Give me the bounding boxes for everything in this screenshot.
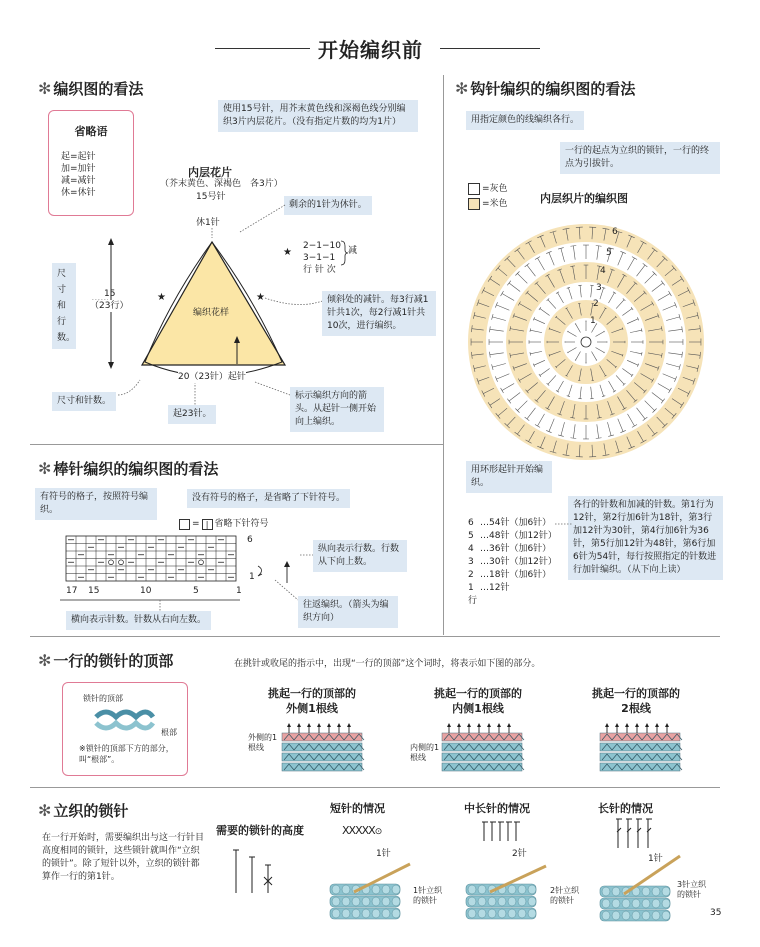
chain-root-label: 根部 — [161, 728, 177, 737]
photo-stitch — [662, 899, 670, 908]
photo-stitch — [392, 885, 400, 894]
photo-stitch — [528, 885, 536, 894]
size-value: 15 — [104, 289, 116, 299]
dec-suffix: 减 — [348, 246, 358, 256]
photo-stitch — [528, 909, 536, 918]
row-count-item: 1 …12针 — [468, 583, 510, 593]
photo-stitch — [602, 899, 610, 908]
photo-stitch — [488, 909, 496, 918]
method-outer-title: 挑起一行的顶部的 外侧1根线 — [268, 687, 356, 715]
note-size-rows: 尺寸和行数。 — [52, 263, 76, 349]
chain-top-label: 锁针的顶部 — [83, 694, 123, 703]
section-title-chain-top: ✻ 一行的锁针的顶部 — [38, 651, 174, 670]
size-rows: （23行） — [90, 301, 129, 311]
knit-leaders — [160, 555, 315, 613]
row-count-item: 2 …18针（加6针） — [468, 570, 552, 580]
back-forth-arrow — [258, 566, 262, 576]
double-stitch-mark: 1针 — [648, 854, 663, 864]
photo-stitch — [488, 897, 496, 906]
photo-stitch — [362, 897, 370, 906]
photo-stitch — [498, 909, 506, 918]
outer-thread-label: 外侧的1根线 — [248, 733, 278, 752]
section-title-knit-chart: ✻ 棒针编织的编织图的看法 — [38, 459, 219, 478]
legend-label: =灰色 — [482, 184, 508, 194]
star-left: ★ — [157, 292, 166, 303]
photo-stitch — [632, 911, 640, 920]
photo-stitch — [382, 909, 390, 918]
photo-stitch — [652, 899, 660, 908]
omit-legend: = | 省略下针符号 — [179, 518, 269, 530]
photo-stitch — [352, 909, 360, 918]
note-needle-size: 使用15号针，用芥末黄色线和深褐色线分别编织3片内层花片。（没有指定片数的均为1片） — [218, 100, 418, 132]
photo-stitch — [508, 897, 516, 906]
section-title-crochet-chart: ✻ 钩针编织的编织图的看法 — [455, 79, 636, 98]
photo-stitch — [372, 909, 380, 918]
knit-cell-icon: | — [202, 519, 213, 530]
section-title-chart-reading: ✻ 编织图的看法 — [38, 79, 144, 98]
grid-col-5: 5 — [193, 586, 199, 596]
crochet-chart-title: 内层织片的编织图 — [540, 192, 628, 205]
row-count-item: 5 …48针（加12针） — [468, 531, 557, 541]
photo-stitch — [602, 887, 610, 896]
double-stitch-title: 长针的情况 — [598, 802, 653, 815]
photo-stitch — [528, 897, 536, 906]
photo-stitch — [602, 911, 610, 920]
short-stitch-photo — [324, 860, 412, 922]
dec-line-1: 2−1−10 — [303, 241, 341, 251]
short-stitch-mark: 1针 — [376, 849, 391, 859]
page-number: 35 — [710, 908, 722, 918]
rest-stitch-label: 休1针 — [196, 218, 220, 228]
dec-star: ★ — [283, 247, 292, 258]
inner-thread-label: 内侧的1根线 — [410, 743, 440, 762]
photo-stitch — [508, 909, 516, 918]
photo-stitch — [508, 885, 516, 894]
cast-on-label: 20（23针）起针 — [178, 372, 246, 382]
double-stitch-symbols — [614, 814, 664, 850]
abbr-line: 起=起针 — [61, 152, 96, 162]
photo-stitch — [612, 899, 620, 908]
photo-stitch — [518, 909, 526, 918]
chain-top-intro: 在挑针或收尾的指示中，出现“一行的顶部”这个词时，将表示如下图的部分。 — [234, 659, 541, 669]
star-right: ★ — [256, 292, 265, 303]
note-color-rows: 用指定颜色的线编织各行。 — [466, 111, 584, 130]
grid-col-15: 15 — [88, 586, 100, 596]
photo-stitch — [468, 909, 476, 918]
half-double-mark: 2针 — [512, 849, 527, 859]
photo-stitch — [342, 885, 350, 894]
note-omitted-symbol: 没有符号的格子，是省略了下针符号。 — [187, 489, 350, 508]
half-double-title: 中长针的情况 — [464, 802, 530, 815]
double-photo-label: 3针立织的锁针 — [677, 880, 707, 899]
short-stitch-symbols: XXXXX⊙ — [342, 824, 382, 837]
grid-col-10: 10 — [140, 586, 152, 596]
photo-stitch — [642, 899, 650, 908]
chain-height-diagram — [228, 845, 288, 895]
photo-stitch — [342, 897, 350, 906]
note-back-and-forth: 往返编织。（箭头为编织方向） — [298, 596, 398, 628]
photo-stitch — [612, 911, 620, 920]
swatch-outer — [280, 725, 364, 775]
grid-row-label-6: 6 — [247, 535, 253, 545]
abbr-line: 休=休针 — [61, 188, 96, 198]
ring-mark-1: 1 — [590, 316, 596, 326]
photo-stitch — [478, 885, 486, 894]
half-double-symbols — [480, 817, 530, 845]
half-double-photo-label: 2针立织的锁针 — [550, 886, 580, 905]
row-direction-arrow-head — [284, 561, 290, 567]
piece-subtitle: （芥末黄色、深褐色 各3片） — [160, 179, 283, 189]
note-row-direction: 纵向表示行数。行数从下向上数。 — [313, 540, 407, 572]
grid-row-label-1: 1 — [249, 572, 255, 582]
photo-stitch — [662, 911, 670, 920]
dec-line-3: 行 针 次 — [303, 265, 336, 275]
swatch-both — [598, 725, 682, 775]
note-magic-ring: 用环形起针开始编织。 — [466, 461, 552, 493]
row-footer: 行 — [468, 596, 478, 606]
double-stitch-photo — [594, 852, 674, 924]
pattern-label: 编织花样 — [193, 308, 230, 318]
method-both-title: 挑起一行的顶部的 2根线 — [592, 687, 680, 715]
photo-stitch — [372, 897, 380, 906]
ring-mark-6: 6 — [612, 227, 618, 237]
row-count-item: 3 …30针（加12针） — [468, 557, 557, 567]
photo-stitch — [372, 885, 380, 894]
swatch-inner — [440, 725, 524, 775]
omit-label: 省略下针符号 — [214, 519, 269, 529]
ring-mark-4: 4 — [600, 266, 606, 276]
photo-stitch — [652, 911, 660, 920]
photo-stitch — [642, 887, 650, 896]
ring-mark-2: 2 — [593, 299, 599, 309]
dec-line-2: 3−1−1 — [303, 253, 336, 263]
ring-mark-3: 3 — [596, 283, 602, 293]
photo-stitch — [662, 887, 670, 896]
photo-stitch — [632, 899, 640, 908]
abbr-line: 加=加针 — [61, 164, 96, 174]
page-title: 开始编织前 — [318, 38, 423, 62]
row-count-item: 6 …54针（加6针） — [468, 518, 552, 528]
legend-label: =米色 — [482, 199, 508, 209]
chain-height-title: 需要的锁针的高度 — [216, 824, 304, 837]
photo-stitch — [392, 909, 400, 918]
note-direction-arrow: 标示编织方向的箭头。从起针一侧开始向上编织。 — [290, 387, 384, 432]
photo-stitch — [642, 911, 650, 920]
photo-stitch — [362, 909, 370, 918]
photo-stitch — [612, 887, 620, 896]
ring-mark-5: 5 — [606, 248, 612, 258]
note-cast-on: 起23针。 — [168, 405, 216, 424]
photo-stitch — [518, 897, 526, 906]
piece-title: 内层花片 — [188, 166, 232, 179]
abbreviation-title: 省略语 — [74, 125, 108, 138]
note-row-counts: 各行的针数和加减的针数。第1行为12针，第2行加6针为18针，第3行加12针为30针，第4行加6针为36针，第5行加12针为48针，第6行加6针为54针，每行按照指定的针数进行加针编织。（从下向上读） — [568, 496, 723, 580]
photo-stitch — [478, 909, 486, 918]
photo-stitch — [352, 897, 360, 906]
row-count-item: 4 …36针（加6针） — [468, 544, 552, 554]
note-rest-stitch: 剩余的1针为休针。 — [284, 196, 372, 215]
note-chain-start: 一行的起点为立织的锁针，一行的终点为引拔针。 — [560, 142, 720, 174]
section-title-turning-chain: ✻ 立织的锁针 — [38, 801, 129, 820]
photo-stitch — [392, 897, 400, 906]
photo-stitch — [382, 897, 390, 906]
turning-chain-body: 在一行开始时，需要编织出与这一行针目高度相同的锁针，这些锁针就叫作“立织的锁针”。除了短针以外，立织的锁针都算作一行的第1针。 — [42, 833, 205, 882]
piece-needle: 15号针 — [196, 192, 226, 202]
note-decrease: 倾斜处的减针。每3行减1针共1次，每2行减1针共10次，进行编织。 — [322, 291, 436, 336]
chain-illustration — [91, 705, 161, 735]
short-photo-label: 1针立织的锁针 — [413, 886, 443, 905]
photo-stitch — [622, 899, 630, 908]
photo-stitch — [652, 887, 660, 896]
short-stitch-title: 短针的情况 — [330, 802, 385, 815]
photo-stitch — [518, 885, 526, 894]
photo-stitch — [478, 897, 486, 906]
grid-col-17: 17 — [66, 586, 78, 596]
method-inner-title: 挑起一行的顶部的 内侧1根线 — [434, 687, 522, 715]
grid-col-1: 1 — [236, 586, 242, 596]
photo-stitch — [332, 897, 340, 906]
photo-stitch — [332, 885, 340, 894]
photo-stitch — [468, 897, 476, 906]
photo-stitch — [332, 909, 340, 918]
chain-top-box — [62, 682, 188, 776]
photo-stitch — [468, 885, 476, 894]
note-symbol-cells: 有符号的格子，按照符号编织。 — [35, 488, 157, 520]
photo-stitch — [498, 897, 506, 906]
half-double-photo — [460, 862, 548, 922]
photo-stitch — [622, 911, 630, 920]
photo-stitch — [342, 909, 350, 918]
photo-stitch — [382, 885, 390, 894]
note-size-stitches: 尺寸和针数。 — [52, 392, 116, 411]
abbr-line: 减=减针 — [61, 176, 96, 186]
chain-root-note: ※锁针的顶部下方的部分，叫“根部”。 — [79, 744, 174, 764]
note-col-direction: 横向表示针数。针数从右向左数。 — [66, 611, 211, 630]
